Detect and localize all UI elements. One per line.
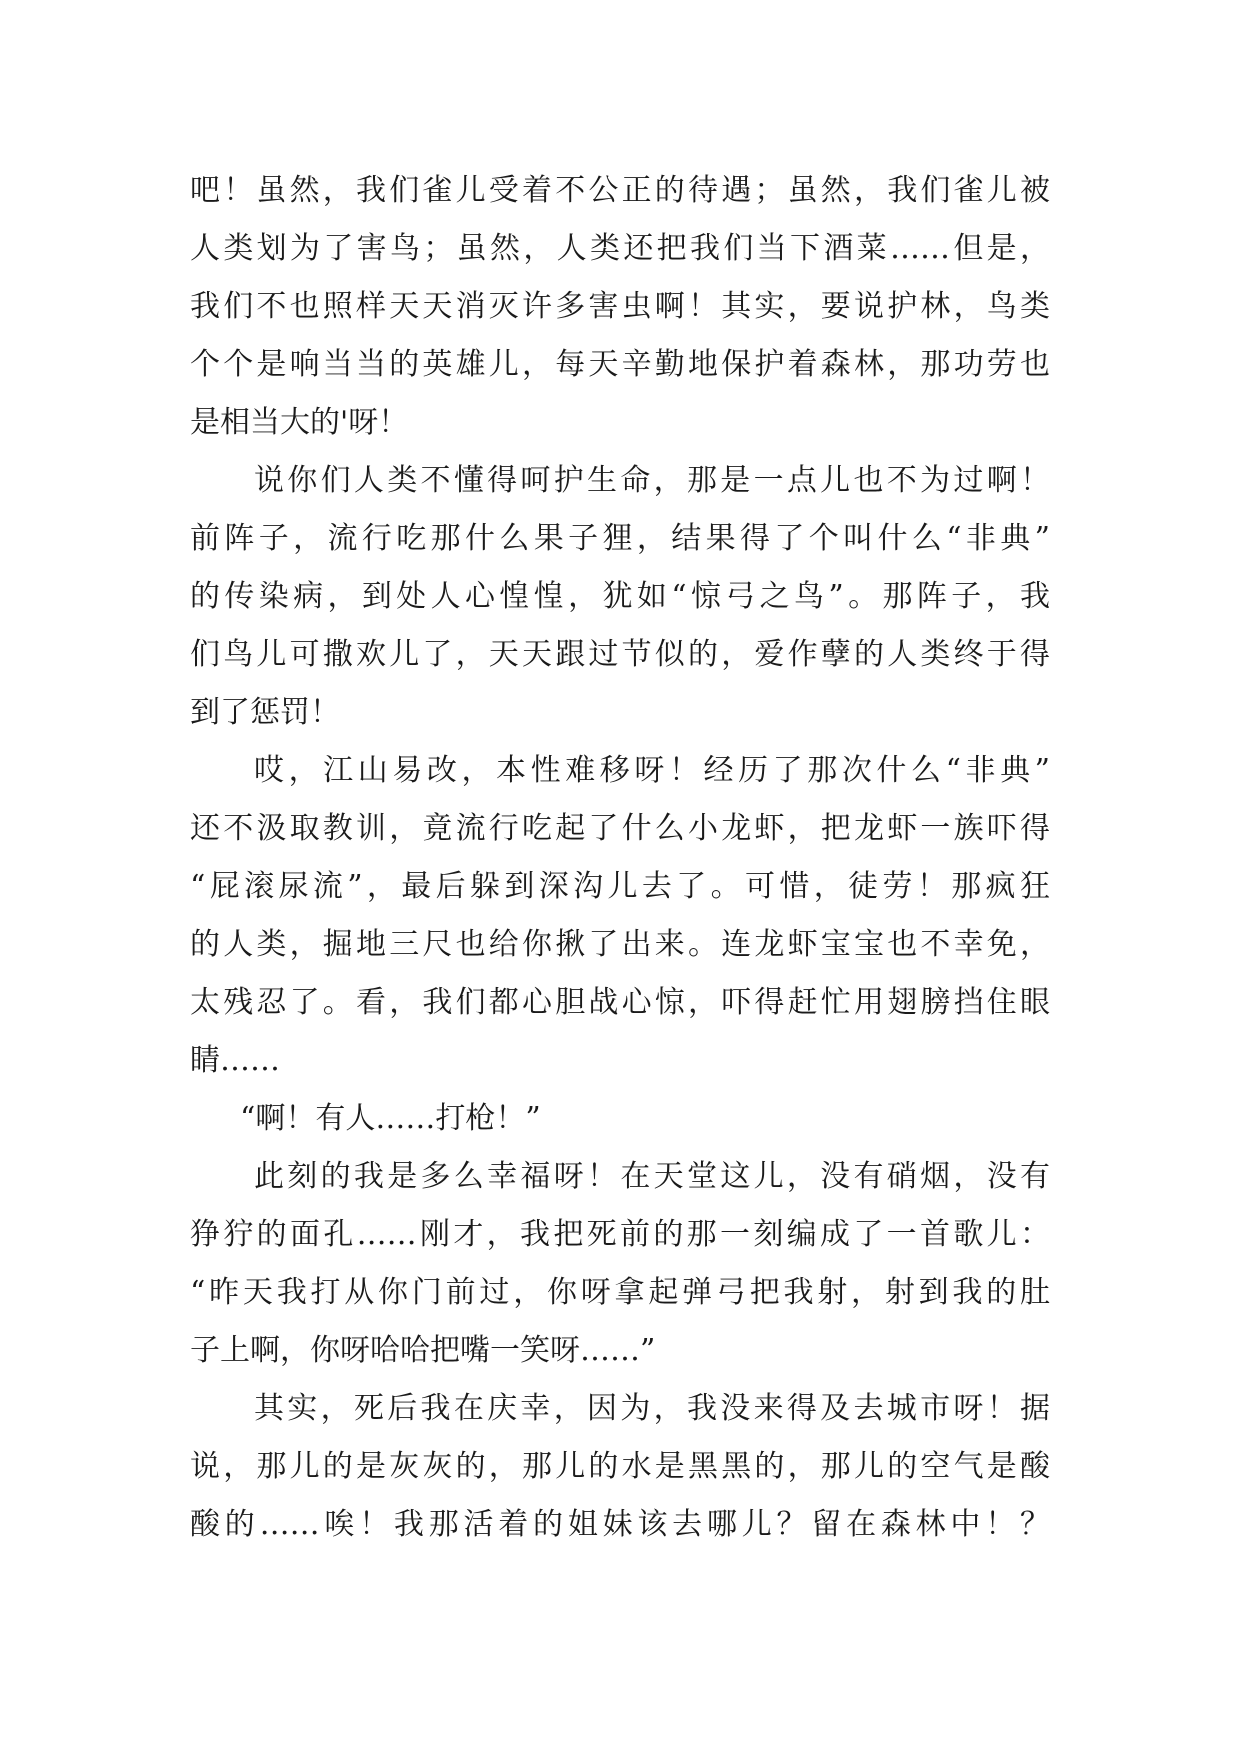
text-line-15: 太残忍了。看，我们都心胆战心惊，吓得赶忙用翅膀挡住眼 bbox=[190, 985, 1050, 1020]
text-line-18: 此刻的我是多么幸福呀！在天堂这儿，没有硝烟，没有 bbox=[254, 1159, 1050, 1194]
text-line-11: 哎，江山易改，本性难移呀！经历了那次什么“非典” bbox=[254, 753, 1050, 788]
text-line-3: 我们不也照样天天消灭许多害虫啊！其实，要说护林，鸟类 bbox=[190, 289, 1050, 324]
text-line-20: “昨天我打从你门前过，你呀拿起弹弓把我射，射到我的肚 bbox=[190, 1275, 1050, 1310]
text-line-16: 睛…… bbox=[190, 1043, 280, 1078]
text-line-10: 到了惩罚！ bbox=[190, 695, 340, 730]
text-line-6: 说你们人类不懂得呵护生命，那是一点儿也不为过啊！ bbox=[254, 463, 1050, 498]
text-line-2: 人类划为了害鸟；虽然，人类还把我们当下酒菜……但是， bbox=[190, 231, 1050, 266]
text-line-24: 酸的……唉！我那活着的姐妹该去哪儿？留在森林中！？ bbox=[190, 1507, 1050, 1542]
text-line-13: “屁滚尿流”，最后躲到深沟儿去了。可惜，徒劳！那疯狂 bbox=[190, 869, 1050, 904]
text-line-8: 的传染病，到处人心惶惶，犹如“惊弓之鸟”。那阵子，我 bbox=[190, 579, 1050, 614]
text-line-14: 的人类，掘地三尺也给你揪了出来。连龙虾宝宝也不幸免， bbox=[190, 927, 1050, 962]
text-line-22: 其实，死后我在庆幸，因为，我没来得及去城市呀！据 bbox=[254, 1391, 1050, 1426]
body-text bbox=[190, 162, 1050, 1554]
text-line-17: “啊！有人……打枪！” bbox=[240, 1101, 541, 1136]
text-line-21: 子上啊，你呀哈哈把嘴一笑呀……” bbox=[190, 1333, 656, 1368]
text-line-9: 们鸟儿可撒欢儿了，天天跟过节似的，爱作孽的人类终于得 bbox=[190, 637, 1050, 672]
text-line-4: 个个是响当当的英雄儿，每天辛勤地保护着森林，那功劳也 bbox=[190, 347, 1050, 382]
text-line-23: 说，那儿的是灰灰的，那儿的水是黑黑的，那儿的空气是酸 bbox=[190, 1449, 1050, 1484]
text-line-1: 吧！虽然，我们雀儿受着不公正的待遇；虽然，我们雀儿被 bbox=[190, 173, 1050, 208]
text-line-19: 狰狞的面孔……刚才，我把死前的那一刻编成了一首歌儿： bbox=[190, 1217, 1050, 1252]
text-line-12: 还不汲取教训，竟流行吃起了什么小龙虾，把龙虾一族吓得 bbox=[190, 811, 1050, 846]
text-line-7: 前阵子，流行吃那什么果子狸，结果得了个叫什么“非典” bbox=[190, 521, 1050, 556]
text-line-5: 是相当大的'呀！ bbox=[190, 405, 409, 440]
